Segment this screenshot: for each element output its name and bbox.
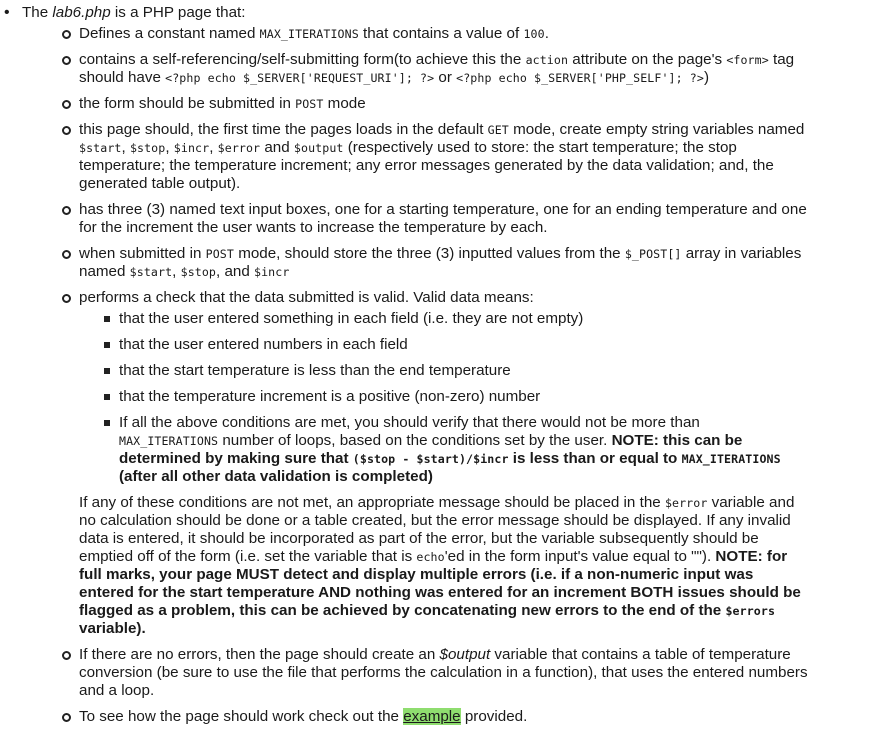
text: , <box>209 139 218 156</box>
list-item-form <box>79 51 854 87</box>
line <box>79 566 854 584</box>
intro-text-end: is a PHP page that: <box>110 4 246 21</box>
line <box>79 139 854 157</box>
line <box>79 51 854 69</box>
list-item-inputs <box>79 201 854 237</box>
note: NOTE: this can be <box>611 432 743 449</box>
bold-text: is less than or equal to <box>508 450 682 467</box>
code: $errors <box>725 604 776 618</box>
line: and a loop. <box>79 682 155 699</box>
line: conversion (be sure to use the file that performs the calculation in a function), that uses the entered numbers <box>79 664 808 681</box>
text: and <box>260 139 294 156</box>
bullet-dot: • <box>4 4 10 21</box>
text: variable and <box>707 494 795 511</box>
code: <form> <box>726 53 769 67</box>
line: no calculation should be done or a table created, but the error message should be displayed. If any invalid <box>79 512 791 529</box>
text: ) <box>703 69 710 86</box>
text: that contains a value of <box>358 25 524 42</box>
circle-bullet-icon <box>62 206 71 215</box>
list-item-constant <box>79 25 854 43</box>
bold-text: entered for the start temperature AND nothing was entered for an increment BOTH issues should be <box>79 584 801 601</box>
line: data is entered, it should be incorporated as part of the error, but the variable subsequently should be <box>79 530 759 547</box>
intro-text: The <box>22 4 53 21</box>
circle-bullet-icon <box>62 30 71 39</box>
line <box>79 602 854 620</box>
square-bullet-icon <box>104 342 110 348</box>
text: , and <box>216 263 255 280</box>
line: If all the above conditions are met, you should verify that there would not be more than <box>119 414 700 431</box>
line <box>79 245 854 263</box>
list-item-store-post <box>79 245 854 281</box>
code: echo <box>416 550 445 564</box>
code: $error <box>664 496 708 510</box>
text: named <box>79 263 130 280</box>
code: $error <box>217 141 261 155</box>
code: $_POST[] <box>624 247 682 261</box>
sub-item-start-less: that the start temperature is less than the end temperature <box>119 362 511 379</box>
circle-bullet-icon <box>62 294 71 303</box>
text: mode, should store the three (3) inputted values from the <box>233 245 625 262</box>
text: If there are no errors, then the page should create an <box>79 646 440 663</box>
sub-item-not-empty: that the user entered something in each field (i.e. they are not empty) <box>119 310 584 327</box>
line <box>79 584 854 602</box>
code: MAX_ITERATIONS <box>259 27 359 41</box>
text: attribute on the page's <box>568 51 727 68</box>
text: emptied off of the form (i.e. set the variable that is <box>79 548 417 565</box>
code: $start <box>129 265 173 279</box>
line <box>79 620 854 638</box>
list-item-get-mode <box>79 121 854 193</box>
line <box>119 450 854 468</box>
code: <?php echo $_SERVER['REQUEST_URI']; ?> <box>165 71 435 85</box>
list-item-post <box>79 95 854 113</box>
sub-item-max-iterations <box>119 414 854 486</box>
text: provided. <box>460 708 528 725</box>
text: . <box>544 25 549 42</box>
filename: lab6.php <box>52 4 111 21</box>
square-bullet-icon <box>104 420 110 426</box>
text: To see how the page should work check out the <box>79 708 404 725</box>
text: array in variables <box>681 245 802 262</box>
line: for the increment the user wants to increase the temperature by each. <box>79 219 548 236</box>
square-bullet-icon <box>104 394 110 400</box>
text: , <box>172 263 181 280</box>
line: generated table output). <box>79 175 241 192</box>
circle-bullet-icon <box>62 56 71 65</box>
code: POST <box>205 247 234 261</box>
code: 100 <box>523 27 545 41</box>
code: $start <box>79 141 122 155</box>
bold-text: (after all other data validation is completed) <box>119 468 433 485</box>
text: Defines a constant named <box>79 25 260 42</box>
text: or <box>434 69 457 86</box>
circle-bullet-icon <box>62 126 71 135</box>
bold-text: flagged as a problem, this can be achieved by concatenating new errors to the end of the <box>79 602 726 619</box>
example-link[interactable]: example <box>403 708 461 725</box>
line <box>79 69 854 87</box>
text: , <box>165 139 174 156</box>
text: mode <box>323 95 366 112</box>
text: (respectively used to store: the start temperature; the stop <box>343 139 737 156</box>
intro-line <box>22 4 862 22</box>
code: $incr <box>173 141 210 155</box>
code: MAX_ITERATIONS <box>681 452 781 466</box>
code: action <box>525 53 569 67</box>
line <box>119 432 854 450</box>
text: variable that contains a table of temperature <box>490 646 791 663</box>
line: has three (3) named text input boxes, one for a starting temperature, one for an ending temperature and one <box>79 201 807 218</box>
list-item-validation: performs a check that the data submitted is valid. Valid data means: <box>79 289 534 306</box>
text: number of loops, based on the conditions set by the user. <box>218 432 612 449</box>
sub-item-numbers: that the user entered numbers in each field <box>119 336 408 353</box>
code: ($stop - $start)/$incr <box>352 452 509 466</box>
text: contains a self-referencing/self-submitting form(to achieve this the <box>79 51 526 68</box>
sub-item-increment: that the temperature increment is a positive (non-zero) number <box>119 388 541 405</box>
text: If any of these conditions are not met, an appropriate message should be placed in the <box>79 494 665 511</box>
code: <?php echo $_SERVER['PHP_SELF']; ?> <box>456 71 704 85</box>
list-item-example <box>79 708 854 726</box>
bold-text: full marks, your page MUST detect and display multiple errors (i.e. if a non-numeric input was <box>79 566 754 583</box>
text: the form should be submitted in <box>79 95 296 112</box>
square-bullet-icon <box>104 316 110 322</box>
line <box>79 494 854 512</box>
text: , <box>121 139 130 156</box>
text: 'ed in the form input's value equal to ""). <box>444 548 716 565</box>
circle-bullet-icon <box>62 713 71 722</box>
error-paragraph <box>79 494 854 638</box>
bold-text: variable). <box>79 620 146 637</box>
note: NOTE: for <box>715 548 788 565</box>
circle-bullet-icon <box>62 100 71 109</box>
code: MAX_ITERATIONS <box>119 434 219 448</box>
code: $output <box>293 141 344 155</box>
text: should have <box>79 69 166 86</box>
code: POST <box>295 97 324 111</box>
text: this page should, the first time the pages loads in the default <box>79 121 488 138</box>
code: $stop <box>180 265 217 279</box>
line: temperature; the temperature increment; any error messages generated by the data validation; and, the <box>79 157 774 174</box>
code: $stop <box>129 141 166 155</box>
line <box>79 121 854 139</box>
line <box>79 263 854 281</box>
line <box>79 646 854 664</box>
text: tag <box>768 51 795 68</box>
list-item-output <box>79 646 854 700</box>
line <box>119 468 854 486</box>
square-bullet-icon <box>104 368 110 374</box>
text: when submitted in <box>79 245 206 262</box>
circle-bullet-icon <box>62 651 71 660</box>
code: GET <box>487 123 509 137</box>
text: mode, create empty string variables named <box>508 121 805 138</box>
var: $output <box>439 646 491 663</box>
bold-text: determined by making sure that <box>119 450 353 467</box>
line <box>79 548 854 566</box>
circle-bullet-icon <box>62 250 71 259</box>
code: $incr <box>254 265 290 279</box>
